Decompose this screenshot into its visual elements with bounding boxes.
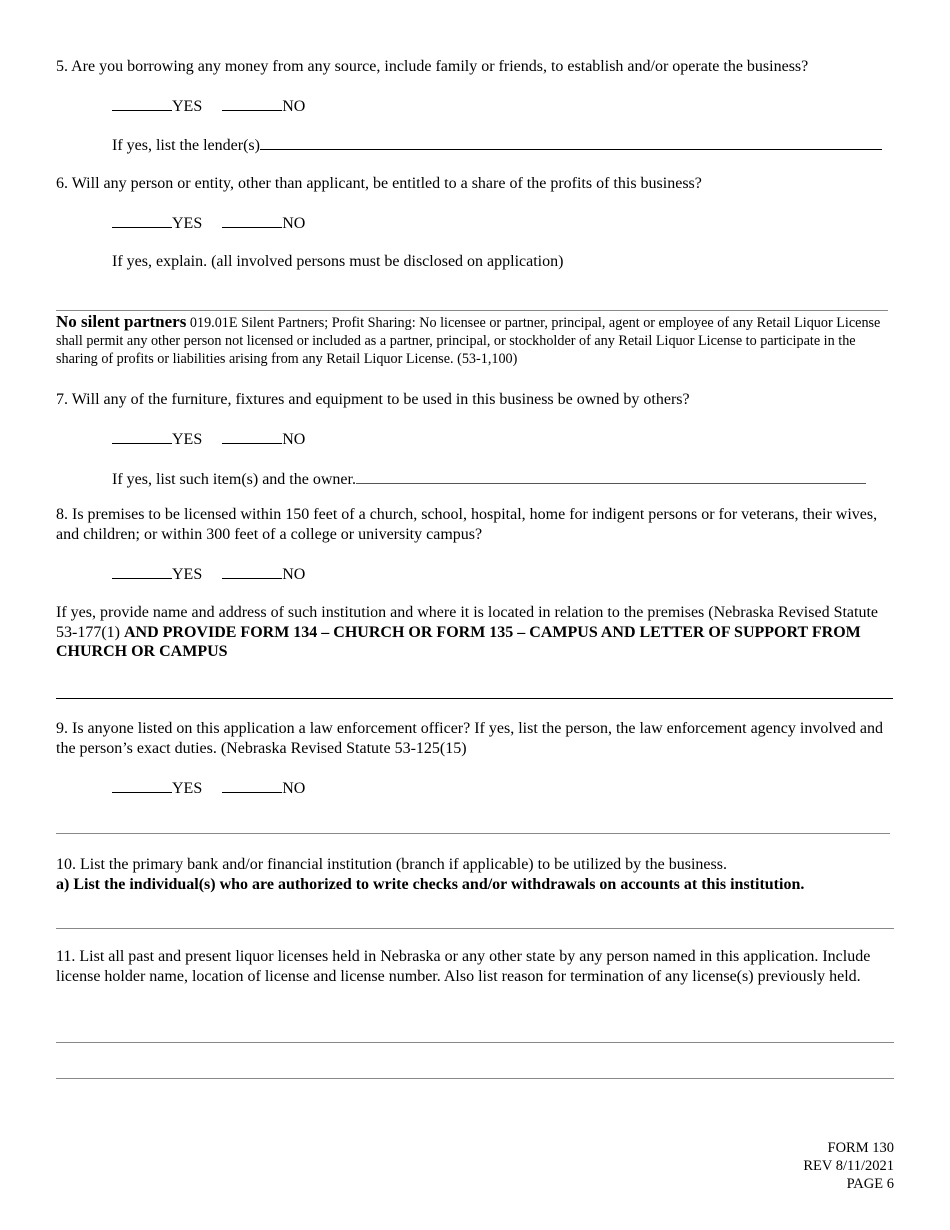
q7-followup-label: If yes, list such item(s) and the owner. xyxy=(112,471,356,488)
question-8: 8. Is premises to be licensed within 150 feet of a church, school, hospital, home for indigent persons or for veterans, their wives, and children; or within 300 feet of a college or university campus? xyxy=(56,506,878,543)
q9-no-blank[interactable] xyxy=(222,778,282,793)
q9-yes-blank[interactable] xyxy=(112,778,172,793)
q8-followup-bold: AND PROVIDE FORM 134 – CHURCH OR FORM 135 – CAMPUS AND LETTER OF SUPPORT FROM CHURCH OR CAMPUS xyxy=(56,623,861,660)
q11-answer-line-2[interactable] xyxy=(56,1078,894,1079)
silent-partners-notice xyxy=(56,313,886,368)
q5-yes-no xyxy=(112,96,305,116)
q7-yes-label: YES xyxy=(172,431,203,448)
silent-partners-heading: No silent partners xyxy=(56,312,187,331)
q7-no-label: NO xyxy=(282,431,306,448)
q7-no-blank[interactable] xyxy=(222,429,282,444)
question-10 xyxy=(56,855,896,894)
q5-lender-field[interactable] xyxy=(260,135,882,150)
question-9: 9. Is anyone listed on this application a law enforcement officer? If yes, list the person, the law enforcement agency involved and the person’s exact duties. (Nebraska Revised Statute 53-125(15) xyxy=(56,720,883,757)
q8-no-label: NO xyxy=(282,566,306,583)
q8-answer-line[interactable] xyxy=(56,698,893,699)
q5-yes-label: YES xyxy=(172,98,203,115)
q6-no-label: NO xyxy=(282,215,306,232)
q6-followup: If yes, explain. (all involved persons must be disclosed on application) xyxy=(112,253,564,270)
question-5: 5. Are you borrowing any money from any source, include family or friends, to establish and/or operate the business? xyxy=(56,58,809,75)
q10-sub: a) List the individual(s) who are authorized to write checks and/or withdrawals on accounts at this institution. xyxy=(56,875,805,893)
q5-yes-blank[interactable] xyxy=(112,96,172,111)
q7-items-field[interactable] xyxy=(356,469,866,484)
q6-yes-no xyxy=(112,213,305,233)
form-footer xyxy=(803,1139,894,1193)
q6-yes-blank[interactable] xyxy=(112,213,172,228)
q10-text: 10. List the primary bank and/or financial institution (branch if applicable) to be utilized by the business. xyxy=(56,856,727,873)
q8-followup-text: If yes, provide name and address of such institution and where it is located in relation to the premises (Nebraska Revised Statute 53-177(1) xyxy=(56,604,878,641)
q9-yes-label: YES xyxy=(172,780,203,797)
footer-revision: REV 8/11/2021 xyxy=(803,1158,894,1174)
question-7: 7. Will any of the furniture, fixtures and equipment to be used in this business be owned by others? xyxy=(56,391,690,408)
q7-yes-blank[interactable] xyxy=(112,429,172,444)
q5-followup xyxy=(112,135,882,155)
q7-yes-no xyxy=(112,429,305,449)
footer-form-number: FORM 130 xyxy=(827,1140,894,1156)
q7-followup xyxy=(112,469,866,489)
question-11: 11. List all past and present liquor licenses held in Nebraska or any other state by any person named in this application. Include license holder name, location of license and license number. Also list reason for termination of any license(s) previously held. xyxy=(56,948,871,985)
q11-answer-line-1[interactable] xyxy=(56,1042,894,1043)
q8-yes-label: YES xyxy=(172,566,203,583)
q9-answer-line[interactable] xyxy=(56,833,890,834)
q6-answer-line[interactable] xyxy=(56,310,888,311)
q8-no-blank[interactable] xyxy=(222,564,282,579)
q8-yes-no xyxy=(112,564,305,584)
silent-partners-text: 019.01E Silent Partners; Profit Sharing: No licensee or partner, principal, agent or employee of any Retail Liquor License shall permit any other person not licensed or included as a partner, principal, or stockholder of any Retail Liquor License to participate in the sharing of profits or liabilities arising from any Retail Liquor License. (53-1,100) xyxy=(56,315,881,367)
q5-no-blank[interactable] xyxy=(222,96,282,111)
q8-yes-blank[interactable] xyxy=(112,564,172,579)
q9-no-label: NO xyxy=(282,780,306,797)
q8-followup xyxy=(56,603,896,662)
question-6: 6. Will any person or entity, other than applicant, be entitled to a share of the profits of this business? xyxy=(56,175,702,192)
q6-yes-label: YES xyxy=(172,215,203,232)
q5-followup-label: If yes, list the lender(s) xyxy=(112,137,260,154)
footer-page: PAGE 6 xyxy=(846,1176,894,1192)
q9-yes-no xyxy=(112,778,305,798)
q5-no-label: NO xyxy=(282,98,306,115)
q6-no-blank[interactable] xyxy=(222,213,282,228)
q10-answer-line[interactable] xyxy=(56,928,894,929)
